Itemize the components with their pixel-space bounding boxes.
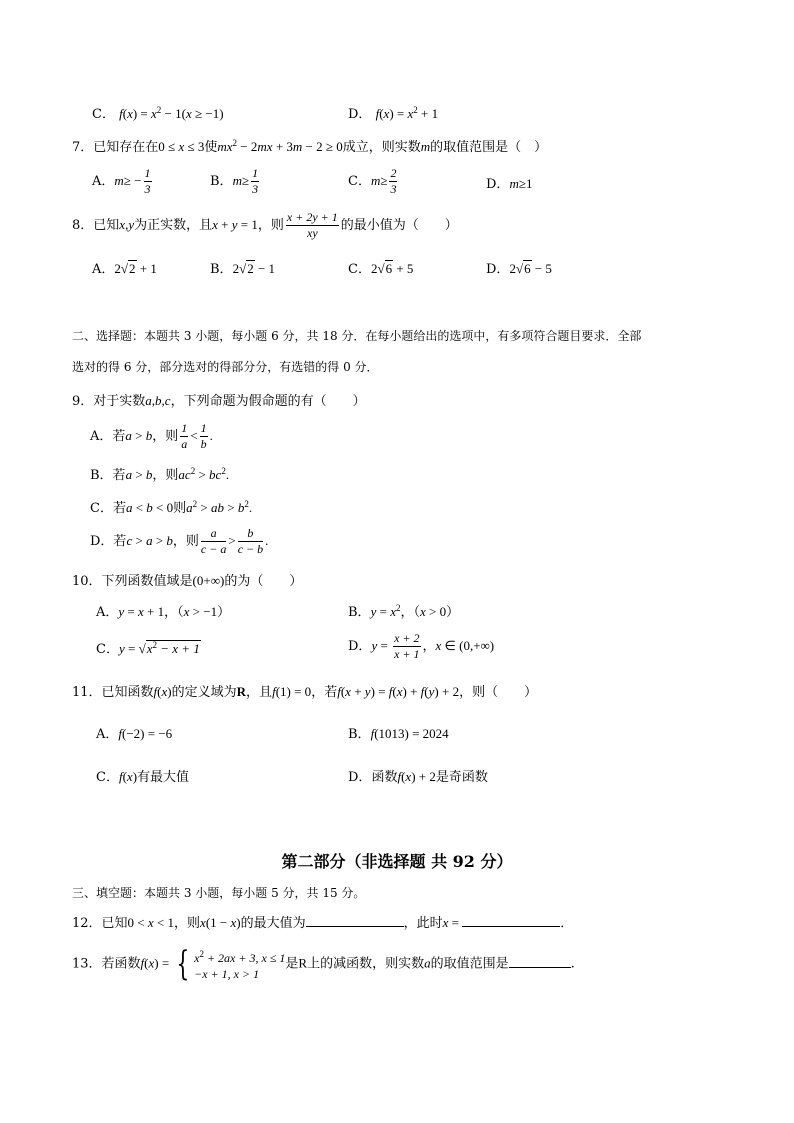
part2-title: 第二部分（非选择题 共 92 分） [281,852,513,871]
q7-option-c: C．m≥ $\frac{2}{3}$ [348,166,397,196]
q9-option-d: D．若c > a > b，则 $\frac{a}{c - a}$ > $\frac{b}{c - b}$ . [90,526,269,556]
q7-option-a: A．m≥ − $\frac{1}{3}$ [92,166,151,196]
q13-stem: 13．若函数f(x) = { $x^2 + 2ax + 3$, x ≤ 1 −x + 1, x > 1 是R上的减函数，则实数a的取值范围是 . [72,944,575,984]
q12-blank-2[interactable] [462,912,560,927]
q12-stem: 12．已知0 < x < 1，则x(1 − x)的最大值为 ，此时x = ． [72,912,573,931]
q10-option-b: B．$y = x^2$，（x > 0） [348,603,460,620]
q11-stem: 11．已知函数f(x)的定义域为R，且f(1) = 0，若f(x + y) = f(x) + f(y) + 2，则（ ） [72,684,538,700]
q9-option-a: A．若a > b，则 $\frac{1}{a}$ < $\frac{1}{b}$ . [90,421,213,451]
q8-option-b: B．2√2 − 1 [210,261,276,277]
q11-option-c: C．f(x)有最大值 [96,769,190,785]
section3-line: 三、填空题：本题共 3 小题，每小题 5 分，共 15 分。 [72,886,366,900]
q7-option-d: D．m≥1 [486,176,533,192]
q8-stem: 8．已知x,y为正实数，且x + y = 1，则 $\frac{x + 2y + 1}{xy}$ 的最小值为（ ） [72,210,458,240]
q10-option-c: C．$y = √x^2 - x + 1$ [96,640,200,657]
q6-option-d: D． $f(x) = x^2 + 1$ [348,105,439,122]
q9-option-b: B．若a > b，则$ac^2 > bc^2$. [90,466,230,483]
q11-option-d: D．函数f(x) + 2是奇函数 [348,769,488,785]
q8-option-a: A．2√2 + 1 [92,261,157,277]
q7-option-b: B．m≥ $\frac{1}{3}$ [210,166,259,196]
q11-option-b: B．f(1013) = 2024 [348,726,449,742]
q12-blank-1[interactable] [306,912,404,927]
section2-line2: 选对的得 6 分，部分选对的得部分分，有选错的得 0 分． [72,360,379,374]
q7-stem: 7．已知存在在0 ≤ x ≤ 3使$mx^2 - 2mx + 3m - 2 \ge 0$成立，则实数m的取值范围是（ ） [72,138,548,155]
q9-stem: 9．对于实数a,b,c，下列命题为假命题的有（ ） [72,393,366,409]
q8-option-c: C．2√6 + 5 [348,261,414,277]
section2-line1: 二、选择题：本题共 3 小题，每小题 6 分，共 18 分．在每小题给出的选项中，有多项符合题目要求．全部 [72,329,642,343]
q10-option-d: D．y = $\frac{x + 2}{x + 1}$ ，x ∈ (0,+∞) [348,631,495,661]
q10-stem: 10．下列函数值域是(0+∞)的为（ ） [72,573,303,589]
q9-option-c: C．若a < b < 0则$a^2$ > ab > $b^2$. [90,499,253,516]
q13-blank[interactable] [509,953,571,968]
q10-option-a: A．y = x + 1，（x > −1） [96,604,231,620]
q11-option-a: A．f(−2) = −6 [96,726,173,742]
q8-option-d: D．2√6 − 5 [486,261,552,277]
q6-option-c: C． $f(x) = x^2 - 1(x \ge -1)$ [92,105,224,122]
